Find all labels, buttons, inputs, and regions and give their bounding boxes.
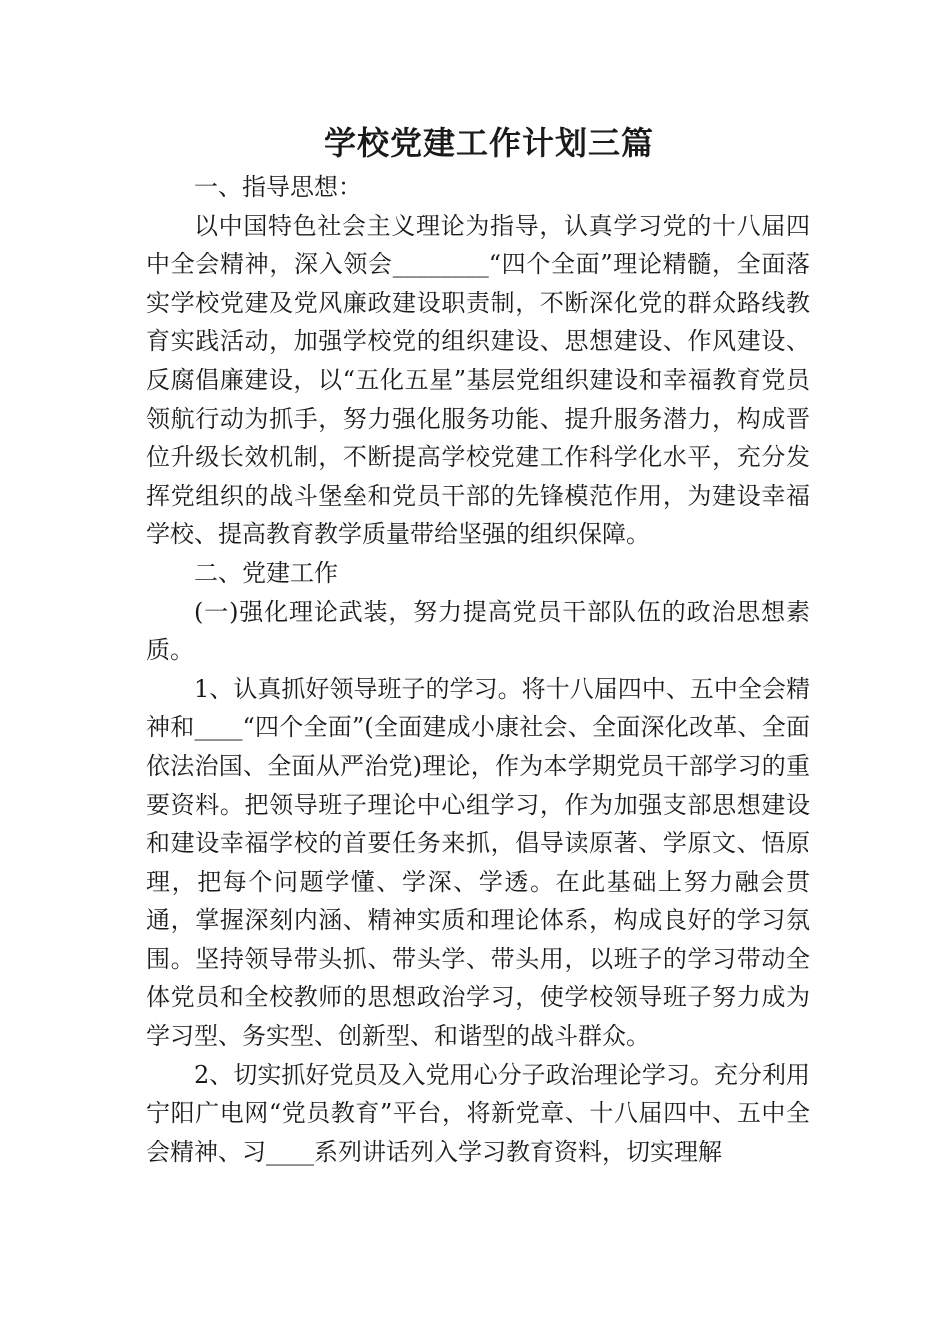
body-paragraph: 2、切实抓好党员及入党用心分子政治理论学习。充分利用宁阳广电网“党员教育”平台，将新党章、十八届四中、五中全会精神、习____系列讲话列入学习教育资料，切实理解 [146,1060,810,1166]
body-paragraph: 1、认真抓好领导班子的学习。将十八届四中、五中全会精神和____“四个全面”(全面建成小康社会、全面深化改革、全面依法治国、全面从严治党)理论，作为本学期党员干部学习的重要资料。把领导班子理论中心组学习，作为加强支部思想建设和建设幸福学校的首要任务来抓，倡导读原著、学原文、悟原理，把每个问题学懂、学深、学透。在此基础上努力融会贯通，掌握深刻内涵、精神实质和理论体系，构成良好的学习氛围。坚持领导带头抓、带头学、带头用，以班子的学习带动全体党员和全校教师的思想政治学习，使学校领导班子努力成为学习型、务实型、创新型、和谐型的战斗群众。 [146,674,810,1051]
section-heading-guiding-thought: 一、指导思想： [194,173,362,201]
section-heading-party-building: 二、党建工作 [194,558,338,587]
subsection-heading: (一)强化理论武装，努力提高党员干部队伍的政治思想素质。 [146,597,810,665]
document-title: 学校党建工作计划三篇 [323,124,654,162]
document-page [146,118,810,1171]
body-paragraph: 以中国特色社会主义理论为指导，认真学习党的十八届四中全会精神，深入领会________“四个全面”理论精髓，全面落实学校党建及党风廉政建设职责制，不断深化党的群众路线教育实践活动，加强学校党的组织建设、思想建设、作风建设、反腐倡廉建设，以“五化五星”基层党组织建设和幸福教育党员领航行动为抓手，努力强化服务功能、提升服务潜力，构成晋位升级长效机制，不断提高学校党建工作科学化水平，充分发挥党组织的战斗堡垒和党员干部的先锋模范作用，为建设幸福学校、提高教育教学质量带给坚强的组织保障。 [146,211,810,549]
